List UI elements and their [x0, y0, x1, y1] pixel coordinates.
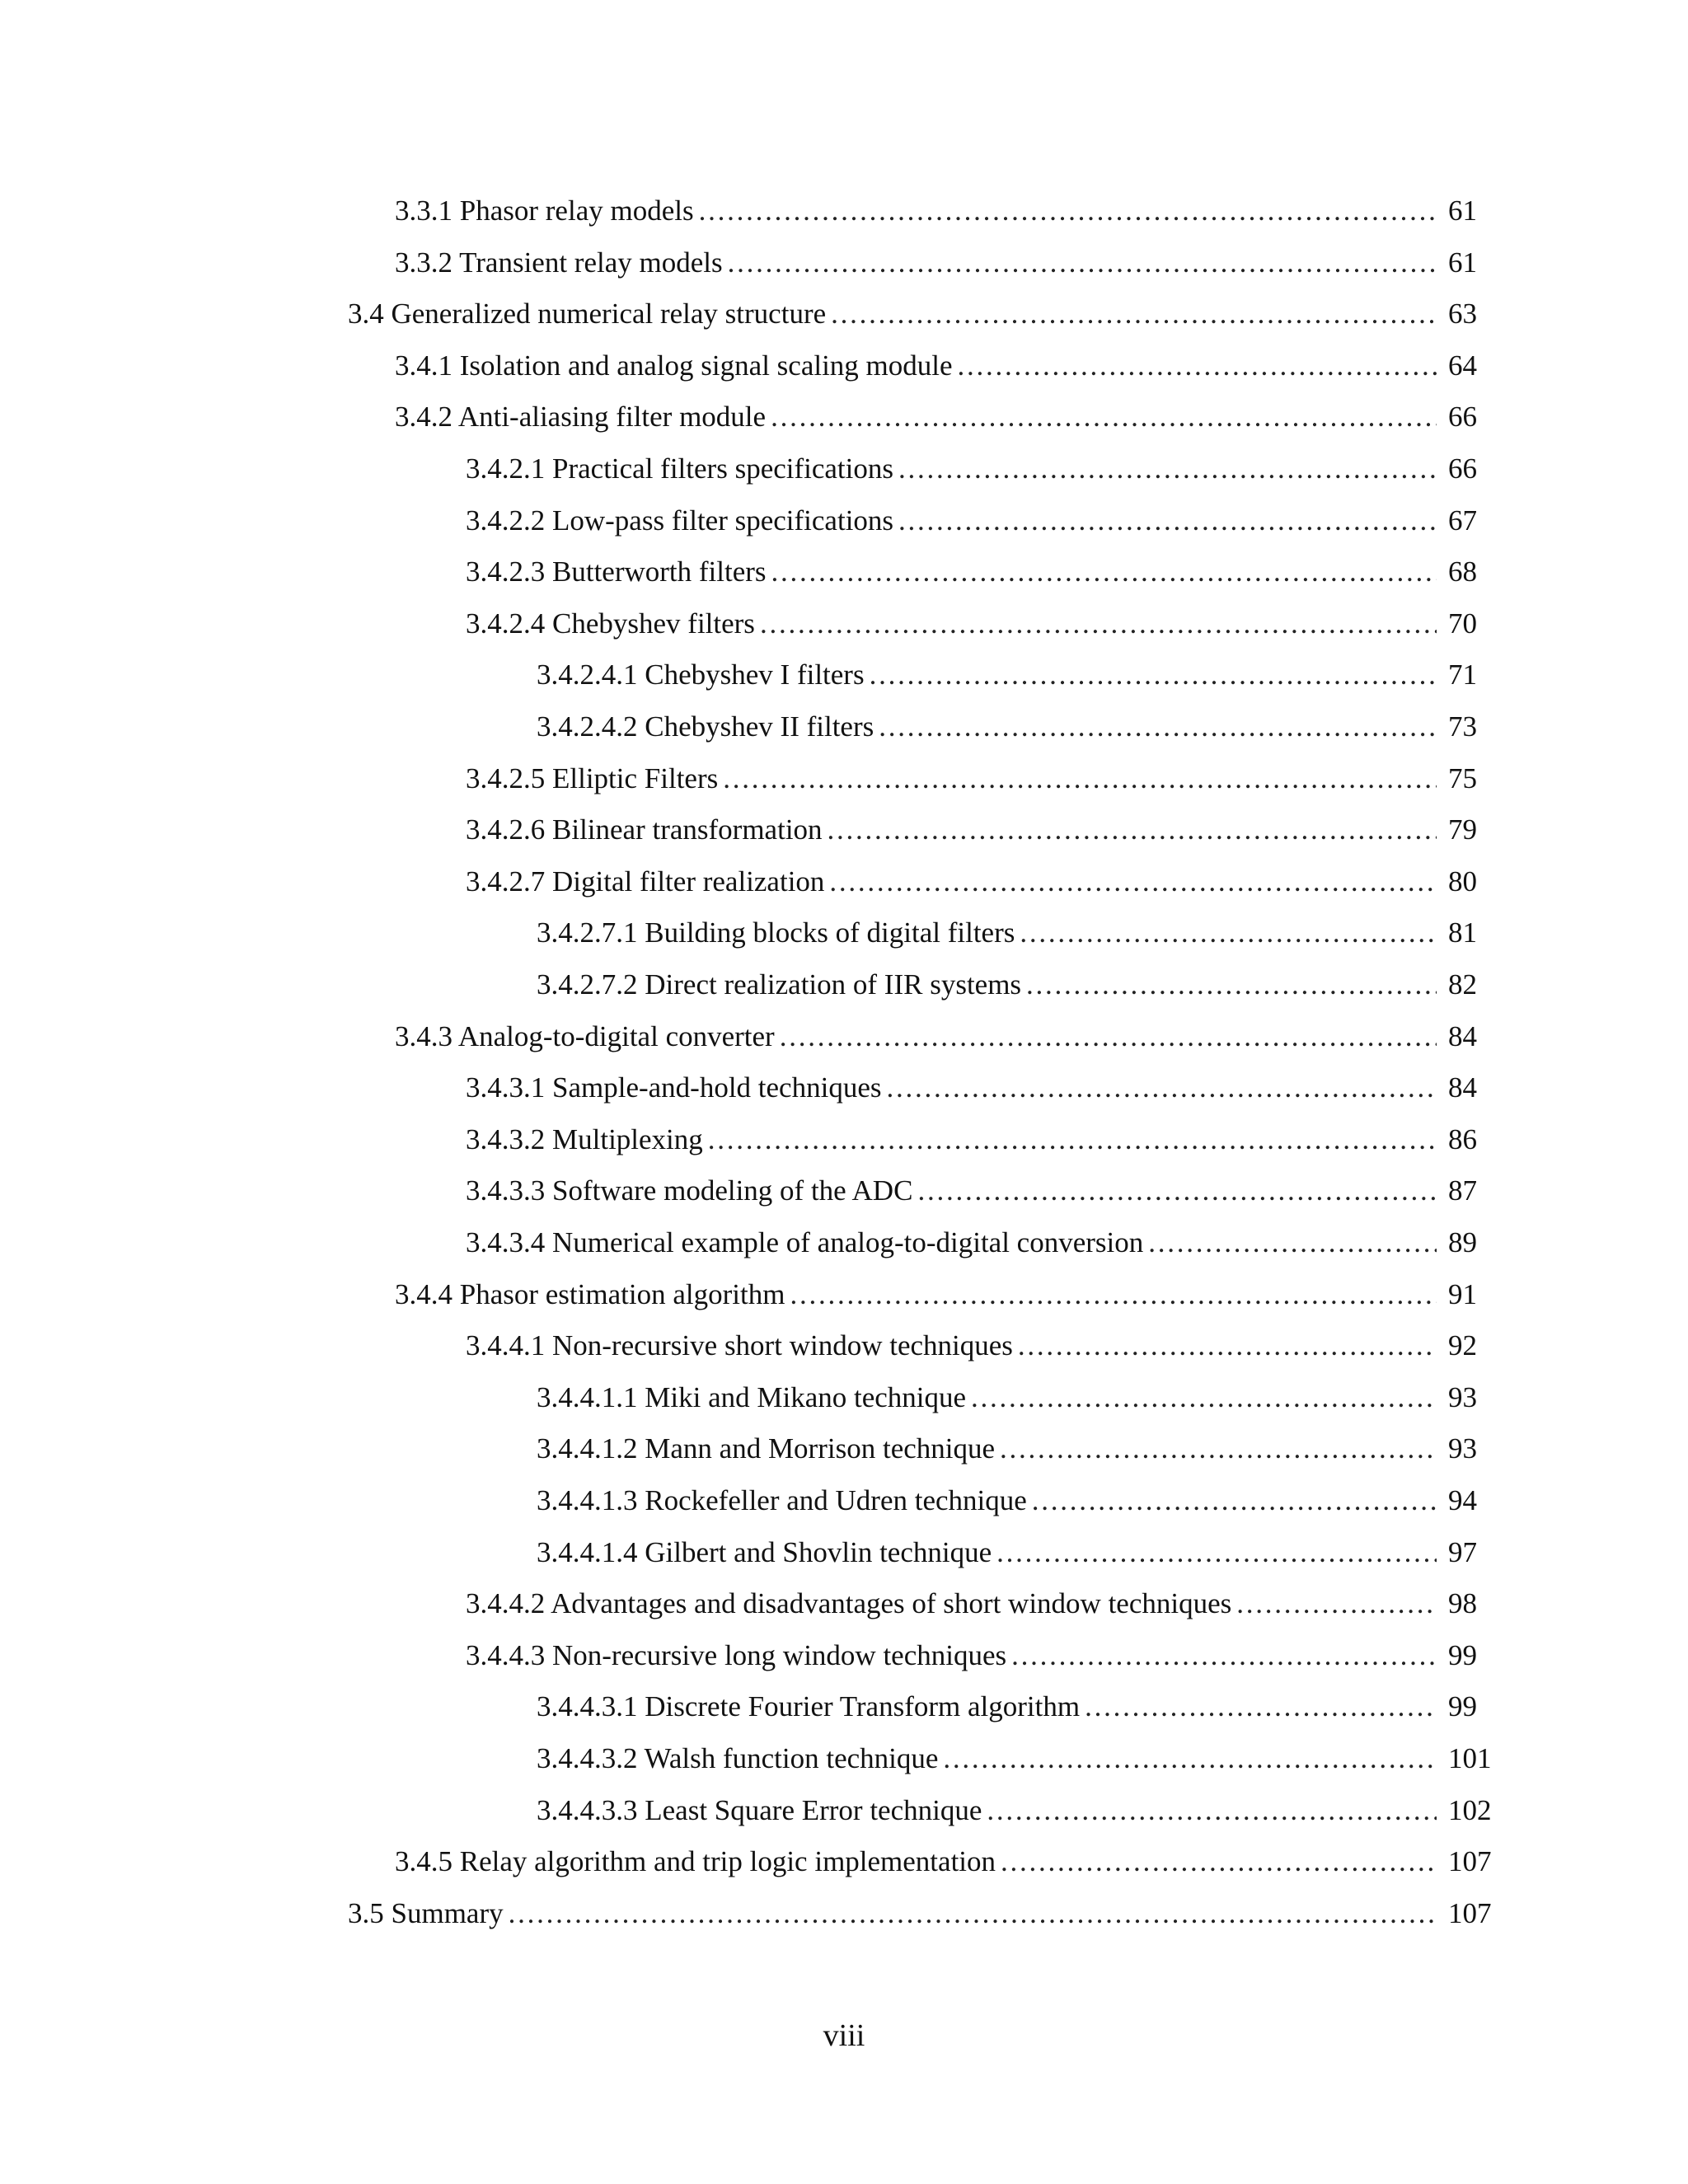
toc-entry: [0, 1474, 1688, 1527]
toc-entry-title: 3.4.4.1.3 Rockefeller and Udren technique: [537, 1484, 1027, 1516]
toc-entry-title: 3.4 Generalized numerical relay structure: [348, 298, 827, 330]
toc-entry: [0, 1371, 1688, 1424]
toc-entry-page: 99: [1448, 1690, 1477, 1723]
toc-dot-leader: [1026, 958, 1437, 1011]
toc-dot-leader: [898, 443, 1437, 495]
toc-entry-page: 84: [1448, 1019, 1477, 1052]
toc-dot-leader: [917, 1165, 1437, 1217]
toc-entry-title: 3.4.2.4.1 Chebyshev I filters: [537, 658, 865, 691]
toc-dot-leader: [708, 1113, 1437, 1166]
toc-dot-leader: [971, 1371, 1437, 1424]
toc-entry: [0, 1577, 1688, 1630]
toc-dot-leader: [1011, 1629, 1437, 1682]
toc-entry-page: 107: [1448, 1845, 1492, 1878]
toc-entry-page: 87: [1448, 1174, 1477, 1207]
toc-dot-leader: [879, 701, 1437, 753]
toc-entry: [0, 701, 1688, 753]
toc-dot-leader: [790, 1268, 1437, 1321]
toc-entry: [0, 1835, 1688, 1888]
toc-entry: [0, 1319, 1688, 1372]
toc-dot-leader: [1020, 907, 1437, 959]
toc-entry-title: 3.4.4 Phasor estimation algorithm: [395, 1277, 785, 1310]
toc-dot-leader: [1000, 1422, 1437, 1475]
toc-entry: [0, 855, 1688, 908]
toc-entry-page: 61: [1448, 194, 1477, 227]
toc-entry-title: 3.4.4.2 Advantages and disadvantages of short window techniques: [466, 1587, 1232, 1620]
toc-entry-title: 3.4.3.3 Software modeling of the ADC: [466, 1174, 913, 1207]
toc-entry: [0, 288, 1688, 340]
toc-entry-page: 99: [1448, 1638, 1477, 1671]
toc-entry-title: 3.4.4.3 Non-recursive long window techniques: [466, 1638, 1007, 1671]
toc-entry-page: 82: [1448, 968, 1477, 1001]
toc-entry-page: 81: [1448, 916, 1477, 949]
toc-entry-page: 92: [1448, 1329, 1477, 1362]
toc-entry-title: 3.4.4.1.1 Miki and Mikano technique: [537, 1380, 967, 1413]
toc-entry: [0, 1422, 1688, 1475]
toc-entry-page: 84: [1448, 1071, 1477, 1104]
toc-entry: [0, 340, 1688, 392]
toc-entry-page: 79: [1448, 813, 1477, 846]
toc-entry-page: 70: [1448, 607, 1477, 640]
toc-entry-page: 94: [1448, 1484, 1477, 1516]
toc-dot-leader: [828, 804, 1437, 856]
toc-entry-title: 3.4.3 Analog-to-digital converter: [395, 1019, 775, 1052]
toc-dot-leader: [886, 1062, 1437, 1114]
toc-dot-leader: [1018, 1319, 1437, 1372]
toc-dot-leader: [1148, 1216, 1437, 1269]
toc-entry: [0, 1887, 1688, 1940]
toc-entry-page: 89: [1448, 1226, 1477, 1258]
toc-entry-page: 61: [1448, 246, 1477, 279]
toc-dot-leader: [870, 649, 1437, 701]
toc-entry: [0, 1216, 1688, 1269]
toc-entry-title: 3.4.2 Anti-aliasing filter module: [395, 401, 767, 434]
toc-entry-title: 3.4.2.7.1 Building blocks of digital filters: [537, 916, 1015, 949]
toc-entry-title: 3.4.2.7.2 Direct realization of IIR systems: [537, 968, 1022, 1001]
toc-entry-page: 67: [1448, 504, 1477, 537]
toc-entry-page: 101: [1448, 1742, 1492, 1774]
toc-entry: [0, 598, 1688, 650]
toc-dot-leader: [958, 340, 1437, 392]
toc-entry-page: 66: [1448, 401, 1477, 434]
toc-entry-title: 3.4.2.7 Digital filter realization: [466, 865, 825, 898]
toc-entry: [0, 1784, 1688, 1837]
toc-entry-page: 97: [1448, 1535, 1477, 1568]
toc-entry: [0, 804, 1688, 856]
toc-entry-title: 3.3.1 Phasor relay models: [395, 194, 694, 227]
toc-entry-page: 91: [1448, 1277, 1477, 1310]
toc-entry: [0, 1680, 1688, 1733]
toc-entry-title: 3.4.4.1 Non-recursive short window techniques: [466, 1329, 1013, 1362]
toc-dot-leader: [699, 185, 1437, 237]
toc-entry-page: 68: [1448, 555, 1477, 588]
toc-entry-title: 3.4.4.3.2 Walsh function technique: [537, 1742, 939, 1774]
toc-entry-page: 93: [1448, 1432, 1477, 1465]
toc-entry-title: 3.4.4.3.1 Discrete Fourier Transform algorithm: [537, 1690, 1081, 1723]
toc-entry-page: 102: [1448, 1793, 1492, 1826]
toc-entry: [0, 391, 1688, 443]
page-number: viii: [823, 2018, 865, 2053]
toc-entry-page: 93: [1448, 1380, 1477, 1413]
toc-entry-title: 3.4.3.2 Multiplexing: [466, 1122, 703, 1155]
toc-entry-page: 98: [1448, 1587, 1477, 1620]
toc-entry-page: 71: [1448, 658, 1477, 691]
toc-entry-title: 3.4.2.4 Chebyshev filters: [466, 607, 755, 640]
toc-entry-title: 3.4.2.5 Elliptic Filters: [466, 762, 719, 794]
toc-entry: [0, 752, 1688, 805]
toc-entry: [0, 907, 1688, 959]
toc-entry-page: 64: [1448, 349, 1477, 382]
toc-entry: [0, 1062, 1688, 1114]
toc-dot-leader: [831, 288, 1437, 340]
toc-entry-page: 75: [1448, 762, 1477, 794]
toc-entry-page: 63: [1448, 298, 1477, 330]
toc-dot-leader: [943, 1732, 1437, 1785]
toc-entry: [0, 649, 1688, 701]
toc-dot-leader: [509, 1887, 1437, 1940]
toc-entry: [0, 443, 1688, 495]
toc-entry-title: 3.5 Summary: [348, 1896, 504, 1929]
toc-dot-leader: [771, 546, 1437, 598]
toc-dot-leader: [1032, 1474, 1437, 1527]
toc-entry: [0, 494, 1688, 547]
toc-entry-title: 3.4.3.1 Sample-and-hold techniques: [466, 1071, 882, 1104]
toc-entry: [0, 185, 1688, 237]
toc-dot-leader: [771, 391, 1437, 443]
toc-entry-page: 80: [1448, 865, 1477, 898]
toc-entry-title: 3.4.2.1 Practical filters specifications: [466, 452, 894, 485]
toc-entry-title: 3.4.2.2 Low-pass filter specifications: [466, 504, 894, 537]
toc-dot-leader: [898, 494, 1437, 547]
toc-entry: [0, 1268, 1688, 1321]
toc-dot-leader: [723, 752, 1437, 805]
toc-entry: [0, 1165, 1688, 1217]
toc-entry-title: 3.4.2.6 Bilinear transformation: [466, 813, 823, 846]
toc-entry-page: 73: [1448, 710, 1477, 743]
toc-entry-title: 3.4.4.1.4 Gilbert and Shovlin technique: [537, 1535, 992, 1568]
toc-entry: [0, 1629, 1688, 1682]
toc-entry-page: 66: [1448, 452, 1477, 485]
toc-dot-leader: [1001, 1835, 1437, 1888]
toc-entry: [0, 237, 1688, 289]
toc-entry-title: 3.4.4.1.2 Mann and Morrison technique: [537, 1432, 996, 1465]
toc-entry: [0, 546, 1688, 598]
toc-dot-leader: [996, 1526, 1437, 1579]
toc-entry-title: 3.4.3.4 Numerical example of analog-to-digital conversion: [466, 1226, 1144, 1258]
toc-entry-title: 3.4.2.4.2 Chebyshev II filters: [537, 710, 874, 743]
toc-entry-title: 3.4.1 Isolation and analog signal scaling module: [395, 349, 953, 382]
toc-entry: [0, 1732, 1688, 1785]
toc-dot-leader: [760, 598, 1437, 650]
toc-dot-leader: [987, 1784, 1437, 1837]
toc-entry: [0, 1113, 1688, 1166]
toc-dot-leader: [829, 855, 1437, 908]
toc-dot-leader: [1085, 1680, 1437, 1733]
toc-entry-title: 3.4.5 Relay algorithm and trip logic implementation: [395, 1845, 996, 1878]
toc-entry-page: 107: [1448, 1896, 1492, 1929]
toc-dot-leader: [728, 237, 1437, 289]
toc-entry-title: 3.4.4.3.3 Least Square Error technique: [537, 1793, 982, 1826]
toc-entry: [0, 1526, 1688, 1579]
toc-entry: [0, 1010, 1688, 1063]
toc-entry-title: 3.4.2.3 Butterworth filters: [466, 555, 767, 588]
toc-entry-title: 3.3.2 Transient relay models: [395, 246, 723, 279]
toc-entry: [0, 958, 1688, 1011]
toc-dot-leader: [780, 1010, 1437, 1063]
toc-entry-page: 86: [1448, 1122, 1477, 1155]
toc-dot-leader: [1236, 1577, 1437, 1630]
